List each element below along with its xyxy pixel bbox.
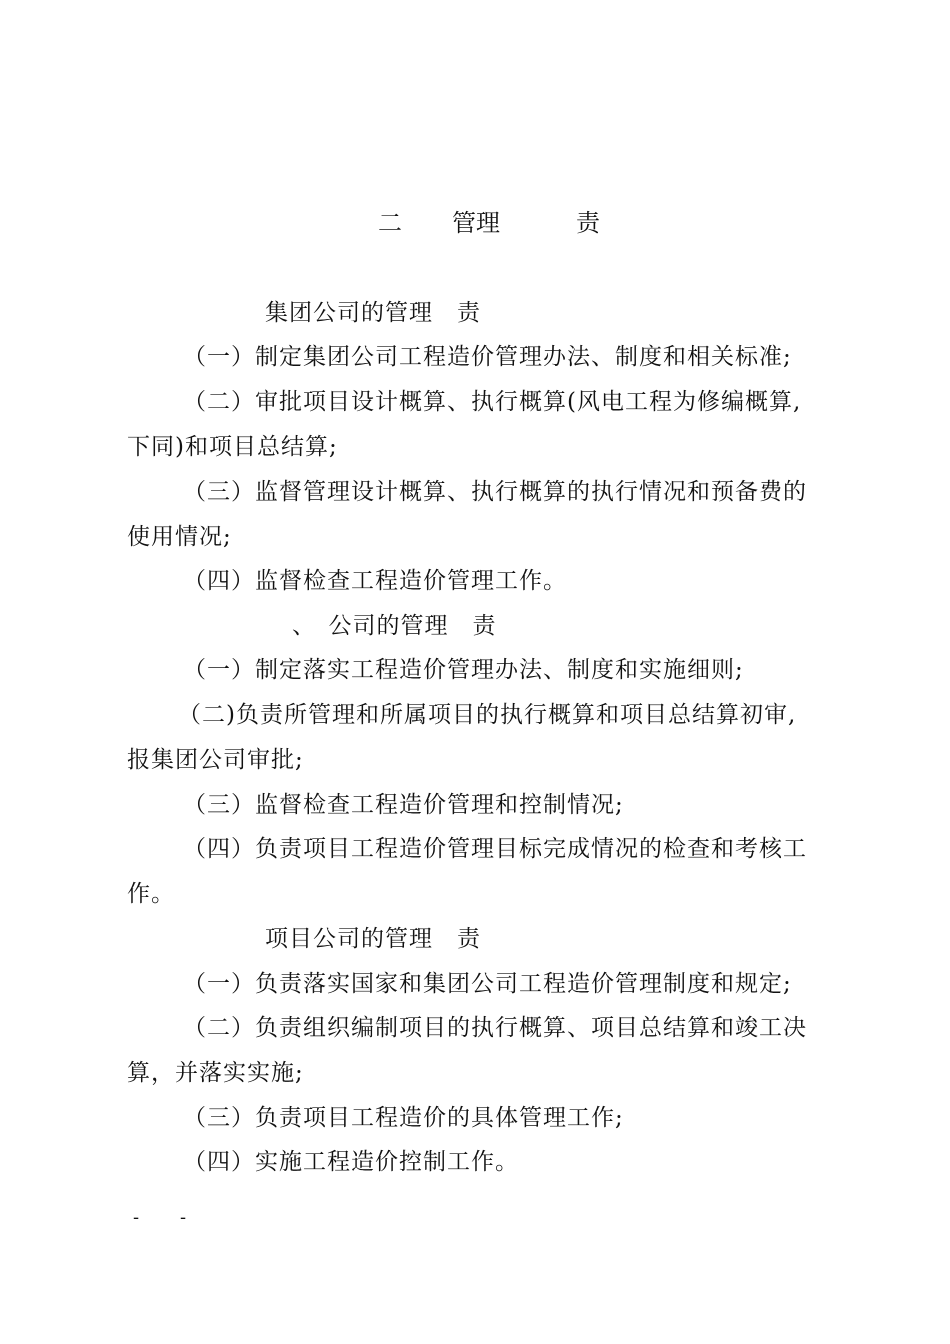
- footer-mark-left: -: [133, 1207, 140, 1228]
- paragraph-line: （三）负责项目工程造价的具体管理工作;: [183, 1105, 624, 1131]
- paragraph-line: （二)负责所管理和所属项目的执行概算和项目总结算初审,: [178, 702, 797, 728]
- paragraph-line: （二）审批项目设计概算、执行概算(风电工程为修编概算,: [183, 389, 802, 415]
- footer-mark-right: -: [180, 1207, 187, 1228]
- paragraph-line: （四）实施工程造价控制工作。: [183, 1149, 519, 1175]
- paragraph-line: 作。: [127, 881, 175, 907]
- paragraph-line: 算，并落实实施;: [127, 1060, 304, 1086]
- paragraph-line: （一）制定落实工程造价管理办法、制度和实施细则;: [183, 657, 744, 683]
- section-heading-project: 项目公司的管理 责: [265, 926, 481, 952]
- title-part-2: 管理: [452, 209, 500, 237]
- paragraph-line: （四）监督检查工程造价管理工作。: [183, 568, 567, 594]
- title-part-1: 二: [378, 209, 402, 237]
- title-part-3: 责: [576, 209, 600, 237]
- paragraph-line: （二）负责组织编制项目的执行概算、项目总结算和竣工决: [183, 1015, 807, 1041]
- paragraph-line: （一）负责落实国家和集团公司工程造价管理制度和规定;: [183, 971, 792, 997]
- paragraph-line: 使用情况;: [127, 524, 232, 550]
- paragraph-line: （三）监督检查工程造价管理和控制情况;: [183, 792, 624, 818]
- section-heading-group: 集团公司的管理 责: [265, 300, 481, 326]
- paragraph-line: （一）制定集团公司工程造价管理办法、制度和相关标准;: [183, 344, 792, 370]
- paragraph-line: 报集团公司审批;: [127, 747, 304, 773]
- paragraph-line: （三）监督管理设计概算、执行概算的执行情况和预备费的: [183, 479, 807, 505]
- paragraph-line: 下同)和项目总结算;: [127, 434, 338, 460]
- section-heading-branch: 、 公司的管理 责: [292, 613, 497, 639]
- paragraph-line: （四）负责项目工程造价管理目标完成情况的检查和考核工: [183, 836, 807, 862]
